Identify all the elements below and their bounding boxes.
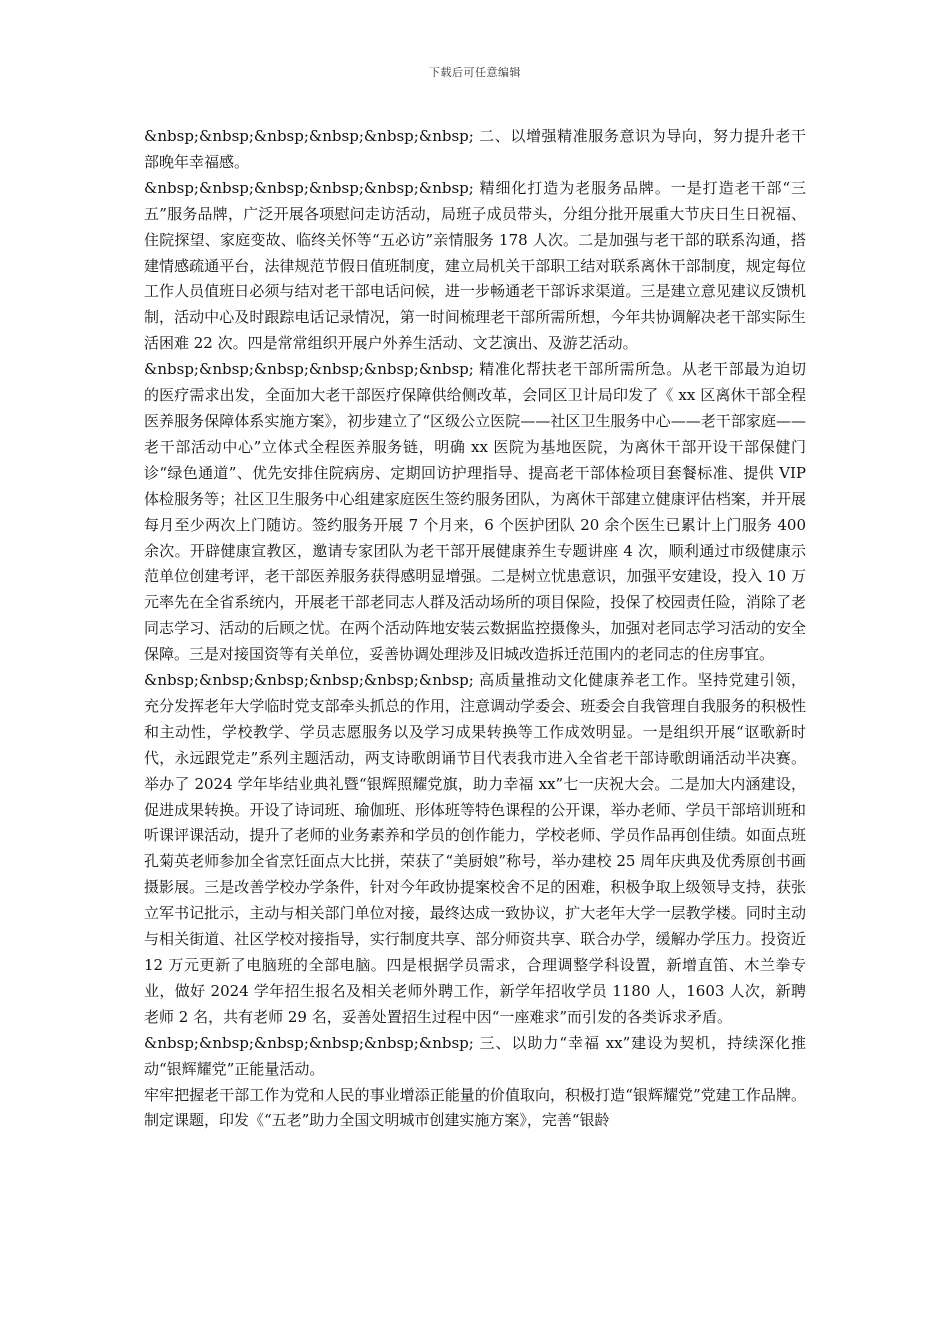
paragraph-culture-health: &nbsp;&nbsp;&nbsp;&nbsp;&nbsp;&nbsp; 高质量推动文化健康养老工作。坚持党建引领，充分发挥老年大学临时党支部牵头抓总的作用，注意调动学委会、班委会自我管理自我服务的积极性和主动性，学校教学、学员志愿服务以及学习成果转换等工作成效明显。一是组织开展“讴歌新时代，永远跟党走”系列主题活动，两支诗歌朗诵节目代表我市进入全省老干部诗歌朗诵活动半决赛。举办了 2024 学年毕结业典礼暨“银辉照耀党旗，助力幸福 xx”七一庆祝大会。二是加大内涵建设，促进成果转换。开设了诗词班、瑜伽班、形体班等特色课程的公开课，举办老师、学员干部培训班和听课评课活动，提升了老师的业务素养和学员的创作能力，学校老师、学员作品再创佳绩。如面点班孔菊英老师参加全省烹饪面点大比拼，荣获了“美厨娘”称号，举办建校 25 周年庆典及优秀原创书画摄影展。三是改善学校办学条件，针对今年政协提案校舍不足的困难，积极争取上级领导支持，获张立军书记批示，主动与相关部门单位对接，最终达成一致协议，扩大老年大学一层教学楼。同时主动与相关街道、社区学校对接指导，实行制度共享、部分师资共享、联合办学，缓解办学压力。投资近 12 万元更新了电脑班的全部电脑。四是根据学员需求，合理调整学科设置，新增直笛、木兰拳专业，做好 2024 学年招生报名及相关老师外聘工作，新学年招收学员 1180 人，1603 人次，新聘老师 2 名，共有老师 29 名，妥善处置招生过程中因“一座难求”而引发的各类诉求矛盾。 — [144, 671, 806, 1026]
paragraph-service-brand: &nbsp;&nbsp;&nbsp;&nbsp;&nbsp;&nbsp; 精细化打造为老服务品牌。一是打造老干部“三五”服务品牌，广泛开展各项慰问走访活动，局班子成员带头，分组分批开展重大节庆日生日祝福、住院探望、家庭变故、临终关怀等“五必访”亲情服务 178 人次。二是加强与老干部的联系沟通，搭建情感疏通平台，法律规范节假日值班制度，建立局机关干部职工结对联系离休干部制度，规定每位工作人员值班日必须与结对老干部电话问候，进一步畅通老干部诉求渠道。三是建立意见建议反馈机制，活动中心及时跟踪电话记录情况，第一时间梳理老干部所需所想，今年共协调解决老干部实际生活困难 22 次。四是常常组织开展户外养生活动、文艺演出、及游艺活动。 — [144, 178, 806, 353]
section-heading-two: &nbsp;&nbsp;&nbsp;&nbsp;&nbsp;&nbsp; 二、以增强精准服务意识为导向，努力提升老干部晚年幸福感。 — [144, 127, 806, 171]
paragraph-medical-support: &nbsp;&nbsp;&nbsp;&nbsp;&nbsp;&nbsp; 精准化帮扶老干部所需所急。从老干部最为迫切的医疗需求出发，全面加大老干部医疗保障供给侧改革，会同区卫计局印发了《 xx 区离休干部全程医养服务保障体系实施方案》，初步建立了“区级公立医院——社区卫生服务中心——老干部家庭——老干部活动中心”立体式全程医养服务链，明确 xx 医院为基地医院，为离休干部开设干部保健门诊“绿色通道”、优先安排住院病房、定期回访护理指导、提高老干部体检项目套餐标准、提供 VIP 体检服务等；社区卫生服务中心组建家庭医生签约服务团队，为离休干部建立健康评估档案，并开展每月至少两次上门随访。签约服务开展 7 个月来，6 个医护团队 20 余个医生已累计上门服务 400 余次。开辟健康宣教区，邀请专家团队为老干部开展健康养生专题讲座 4 次，顺利通过市级健康示范单位创建考评，老干部医养服务获得感明显增强。二是树立忧患意识，加强平安建设，投入 10 万元率先在全省系统内，开展老干部老同志人群及活动场所的项目保险，投保了校园责任险，消除了老同志学习、活动的后顾之忧。在两个活动阵地安装云数据监控摄像头，加强对老同志学习活动的安全保障。三是对接国资等有关单位，妥善协调处理涉及旧城改造拆迁范围内的老同志的住房事宜。 — [144, 360, 806, 664]
document-body — [144, 124, 806, 1134]
page-header: 下载后可任意编辑 — [429, 66, 521, 79]
section-heading-three: &nbsp;&nbsp;&nbsp;&nbsp;&nbsp;&nbsp; 三、以助力“幸福 xx”建设为契机，持续深化推动“银辉耀党”正能量活动。 — [144, 1033, 806, 1078]
paragraph-party-building: 牢牢把握老干部工作为党和人民的事业增添正能量的价值取向，积极打造“银辉耀党”党建工作品牌。制定课题，印发《“五老”助力全国文明城市创建实施方案》，完善“银龄 — [144, 1085, 806, 1130]
